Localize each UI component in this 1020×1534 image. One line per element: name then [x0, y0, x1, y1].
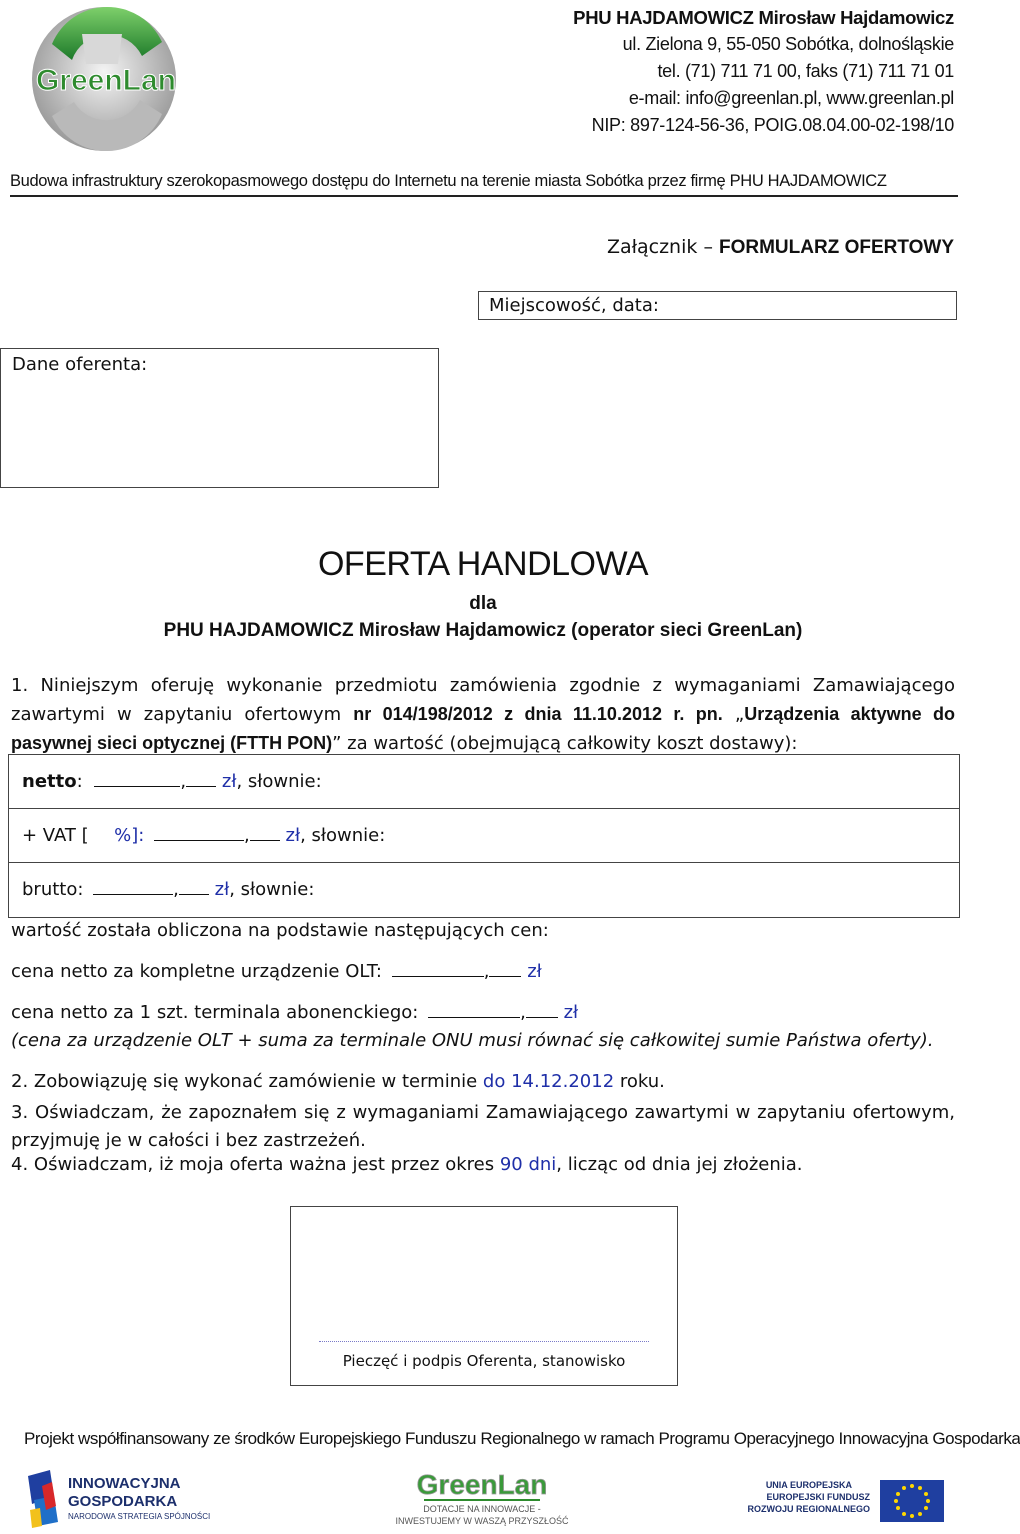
olt-price-row[interactable]	[11, 961, 542, 982]
brutto-comma: ,	[173, 879, 179, 900]
netto-in-words: , słownie:	[236, 771, 322, 792]
offer-recipient: PHU HAJDAMOWICZ Mirosław Hajdamowicz (operator sieci GreenLan)	[163, 620, 803, 641]
vat-currency: zł	[285, 825, 301, 846]
netto-row[interactable]	[22, 771, 322, 792]
svg-text:GreenLan: GreenLan	[416, 1469, 548, 1500]
greenlan-footer-logo	[396, 1466, 568, 1530]
greenlan-logo	[22, 4, 192, 162]
company-email: e-mail: info@greenlan.pl, www.greenlan.pl	[628, 88, 954, 108]
onu-label: cena netto za 1 szt. terminala abonenckiego:	[11, 1002, 419, 1023]
netto-amount-blank[interactable]	[94, 772, 180, 787]
svg-text:EUROPEJSKI FUNDUSZ: EUROPEJSKI FUNDUSZ	[766, 1492, 870, 1502]
p4-suffix: , licząc od dnia jej złożenia.	[556, 1154, 803, 1175]
netto-comma: ,	[180, 771, 187, 792]
olt-comma: ,	[483, 961, 490, 982]
p2-text: 2. Zobowiązuję się wykonać zamówienie w terminie	[11, 1071, 483, 1092]
paragraph-1	[11, 672, 955, 758]
netto-currency: zł	[221, 771, 237, 792]
price-table	[8, 754, 960, 918]
brutto-label: brutto:	[22, 879, 84, 900]
p1-reference: nr 014/198/2012 z dnia 11.10.2012 r. pn.	[353, 704, 723, 724]
p1-text: 1. Niniejszym oferuję wykonanie przedmiotu zamówienia zgodnie z wymaganiami Zamawiającego zawartymi w zapytaniu ofertowym	[11, 675, 955, 725]
header-divider	[10, 195, 958, 197]
p4-text: 4. Oświadczam, iż moja oferta ważna jest przez okres	[11, 1154, 500, 1175]
company-name: PHU HAJDAMOWICZ Mirosław Hajdamowicz	[573, 7, 954, 28]
project-subtitle: Budowa infrastruktury szerokopasmowego dostępu do Internetu na terenie miasta Sobótka przez firmę PHU HAJDAMOWICZ	[10, 172, 887, 190]
company-nip: NIP: 897-124-56-36, POIG.08.04.00-02-198/10	[591, 115, 954, 135]
signature-caption: Pieczęć i podpis Oferenta, stanowisko	[342, 1352, 626, 1370]
attachment-prefix: Załącznik	[606, 236, 698, 258]
paragraph-3: 3. Oświadczam, że zapoznałem się z wymaganiami Zamawiającego zawartymi w zapytaniu ofertowym, przyjmuję je w całości i bez zastrzeżeń.	[11, 1102, 955, 1151]
paragraph-4	[11, 1154, 803, 1175]
svg-text:UNIA EUROPEJSKA: UNIA EUROPEJSKA	[765, 1480, 852, 1490]
price-separator-1	[9, 808, 959, 809]
brutto-currency: zł	[214, 879, 230, 900]
innowacyjna-gospodarka-logo	[24, 1466, 224, 1530]
p1-quote: „	[722, 704, 745, 725]
company-phone: tel. (71) 711 71 00, faks (71) 711 71 01	[657, 61, 954, 81]
paragraph-2	[11, 1071, 665, 1092]
signature-field[interactable]	[290, 1206, 678, 1386]
eu-logo	[747, 1474, 952, 1526]
netto-label: netto	[22, 771, 77, 792]
svg-text:ROZWOJU REGIONALNEGO: ROZWOJU REGIONALNEGO	[747, 1504, 870, 1514]
onu-price-row[interactable]	[11, 1002, 578, 1023]
onu-currency: zł	[563, 1002, 579, 1023]
onu-amount-blank[interactable]	[428, 1003, 520, 1018]
vat-grosze-blank[interactable]	[250, 826, 280, 841]
place-date-field[interactable]	[478, 291, 957, 320]
netto-grosze-blank[interactable]	[186, 772, 216, 787]
attachment-name: FORMULARZ OFERTOWY	[718, 237, 954, 258]
footer-text: Projekt współfinansowany ze środków Europejskiego Funduszu Regionalnego w ramach Programu Operacyjnego Innowacyjna Gospodarka	[24, 1429, 1020, 1448]
p4-period: 90 dni	[499, 1154, 557, 1175]
price-note: (cena za urządzenie OLT + suma za terminale ONU musi równać się całkowitej sumie Państwa oferty).	[11, 1030, 934, 1051]
company-info	[394, 4, 954, 139]
p1-subject: Urządzenia aktywne do pasywnej sieci optycznej (FTTH PON)	[11, 704, 956, 753]
brutto-amount-blank[interactable]	[93, 880, 173, 895]
place-date-label: Miejscowość, data:	[489, 295, 659, 316]
attachment-dash: –	[703, 236, 713, 258]
onu-comma: ,	[520, 1002, 526, 1023]
price-separator-2	[9, 862, 959, 863]
offer-for-label: dla	[469, 593, 497, 614]
p1-value-text: ” za wartość (obejmującą całkowity koszt dostawy):	[332, 733, 798, 754]
calc-note: wartość została obliczona na podstawie następujących cen:	[11, 920, 549, 941]
offerer-data-field[interactable]	[0, 348, 439, 488]
vat-comma: ,	[244, 825, 250, 846]
svg-text:GreenLan: GreenLan	[35, 64, 177, 97]
brutto-in-words: , słownie:	[229, 879, 315, 900]
offer-title: OFERTA HANDLOWA	[317, 545, 649, 583]
onu-grosze-blank[interactable]	[526, 1003, 558, 1018]
olt-currency: zł	[527, 961, 542, 982]
brutto-row[interactable]	[22, 879, 314, 900]
olt-grosze-blank[interactable]	[489, 962, 521, 977]
vat-row[interactable]	[22, 825, 385, 846]
olt-label: cena netto za kompletne urządzenie OLT:	[11, 961, 382, 982]
company-address: ul. Zielona 9, 55-050 Sobótka, dolnośląskie	[622, 34, 954, 54]
svg-text:NARODOWA STRATEGIA SPÓJNOŚCI: NARODOWA STRATEGIA SPÓJNOŚCI	[68, 1512, 211, 1521]
brutto-grosze-blank[interactable]	[179, 880, 209, 895]
netto-colon: :	[76, 771, 83, 792]
vat-percent: %]:	[114, 825, 145, 846]
signature-dotted-line	[319, 1341, 649, 1342]
olt-amount-blank[interactable]	[392, 962, 484, 977]
attachment-heading	[607, 236, 954, 259]
vat-label: + VAT [	[22, 825, 89, 846]
p2-suffix: roku.	[614, 1071, 665, 1092]
vat-amount-blank[interactable]	[154, 826, 244, 841]
offerer-label: Dane oferenta:	[12, 354, 148, 375]
p2-deadline: do 14.12.2012	[482, 1071, 615, 1092]
svg-text:DOTACJE NA INNOWACJE -: DOTACJE NA INNOWACJE -	[423, 1504, 541, 1514]
svg-text:INWESTUJEMY W WASZĄ PRZYSZŁOŚĆ: INWESTUJEMY W WASZĄ PRZYSZŁOŚĆ	[395, 1516, 569, 1526]
vat-in-words: , słownie:	[300, 825, 386, 846]
svg-text:GOSPODARKA: GOSPODARKA	[68, 1493, 178, 1510]
svg-text:INNOWACYJNA: INNOWACYJNA	[68, 1475, 181, 1492]
